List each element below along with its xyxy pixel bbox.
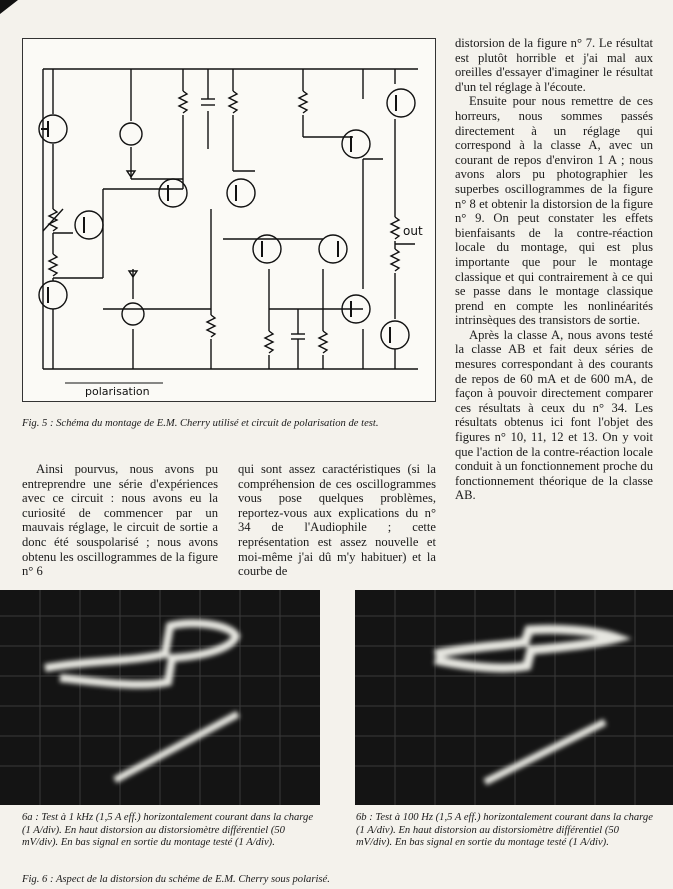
fig6b-oscillogram-photo bbox=[355, 590, 673, 805]
middle-column bbox=[238, 462, 436, 579]
page-corner-mark bbox=[0, 0, 18, 14]
fig6-caption: Fig. 6 : Aspect de la distorsion du schéme de E.M. Cherry sous polarisé. bbox=[22, 874, 330, 885]
fig6a-oscillogram-photo bbox=[0, 590, 320, 805]
right-paragraph-1: distorsion de la figure n° 7. Le résultat est plutôt horrible et j'ai mal aux oreilles d'essayer d'imaginer le résultat d'un tel réglage à l'écoute. bbox=[455, 36, 653, 94]
left-paragraph-1: Ainsi pourvus, nous avons pu entreprendre une série d'expériences avec ce circuit : nous avons eu la curiosité de commencer par un mauvais réglage, le circuit de sortie a donc été souspolarisé ; nous avons obtenu les oscillogrammes de la figure n° 6 bbox=[22, 462, 218, 579]
fig5-schematic bbox=[22, 38, 436, 402]
left-column bbox=[22, 462, 218, 579]
fig5-caption: Fig. 5 : Schéma du montage de E.M. Cherry utilisé et circuit de polarisation de test. bbox=[22, 418, 379, 429]
schematic-bias-label: polarisation bbox=[85, 385, 150, 398]
middle-paragraph-1: qui sont assez caractéristiques (si la compréhension de ces oscillogrammes vous pose quelques problèmes, reportez-vous aux explications du n° 34 de l'Audiophile ; cette représentation est assez nouvelle et moi-même j'ai dû m'y habituer) et la courbe de bbox=[238, 462, 436, 579]
fig6a-caption: 6a : Test à 1 kHz (1,5 A eff.) horizontalement courant dans la charge (1 A/div). En haut distorsion au distorsiomètre différentiel (50 mV/div). En bas signal en sortie du montage testé (1 A/div). bbox=[22, 812, 314, 849]
right-paragraph-3: Après la classe A, nous avons testé la classe AB et fait deux séries de mesures correspondant à des courants de repos de 60 mA et de 600 mA, de façon à pouvoir directement comparer ces résultats à ceux du n° 34. Les résultats obtenus ici font l'objet des figures n° 10, 11, 12 et 13. On y voit que l'action de la contre-réaction locale conduit à un fonctionnement proche du fonctionnement théorique de la classe AB. bbox=[455, 327, 653, 503]
right-paragraph-2: Ensuite pour nous remettre de ces horreurs, nous sommes passés directement à un réglage qui correspond à la classe A, avec un courant de repos d'environ 1 A ; nous avons alors pu photographier les superbes oscillogrammes de la figure n° 8 et obtenir la distorsion de la figure n° 9. On peut constater les effets bienfaisants de la contre-réaction locale du montage, qui est plus importante que pour le montage classique et qui contrairement à ce qui se passe dans le montage classique prend en compte les nonlinéarités intrinsèques des transistors de sortie. bbox=[455, 94, 653, 328]
schematic-out-label: out bbox=[403, 224, 423, 238]
fig6b-caption: 6b : Test à 100 Hz (1,5 A eff.) horizontalement courant dans la charge (1 A/div). En haut distorsion au distorsiomètre différentiel (50 mV/div). En bas signal en sortie du montage testé (1 A/div). bbox=[356, 812, 653, 849]
right-column bbox=[455, 36, 653, 503]
